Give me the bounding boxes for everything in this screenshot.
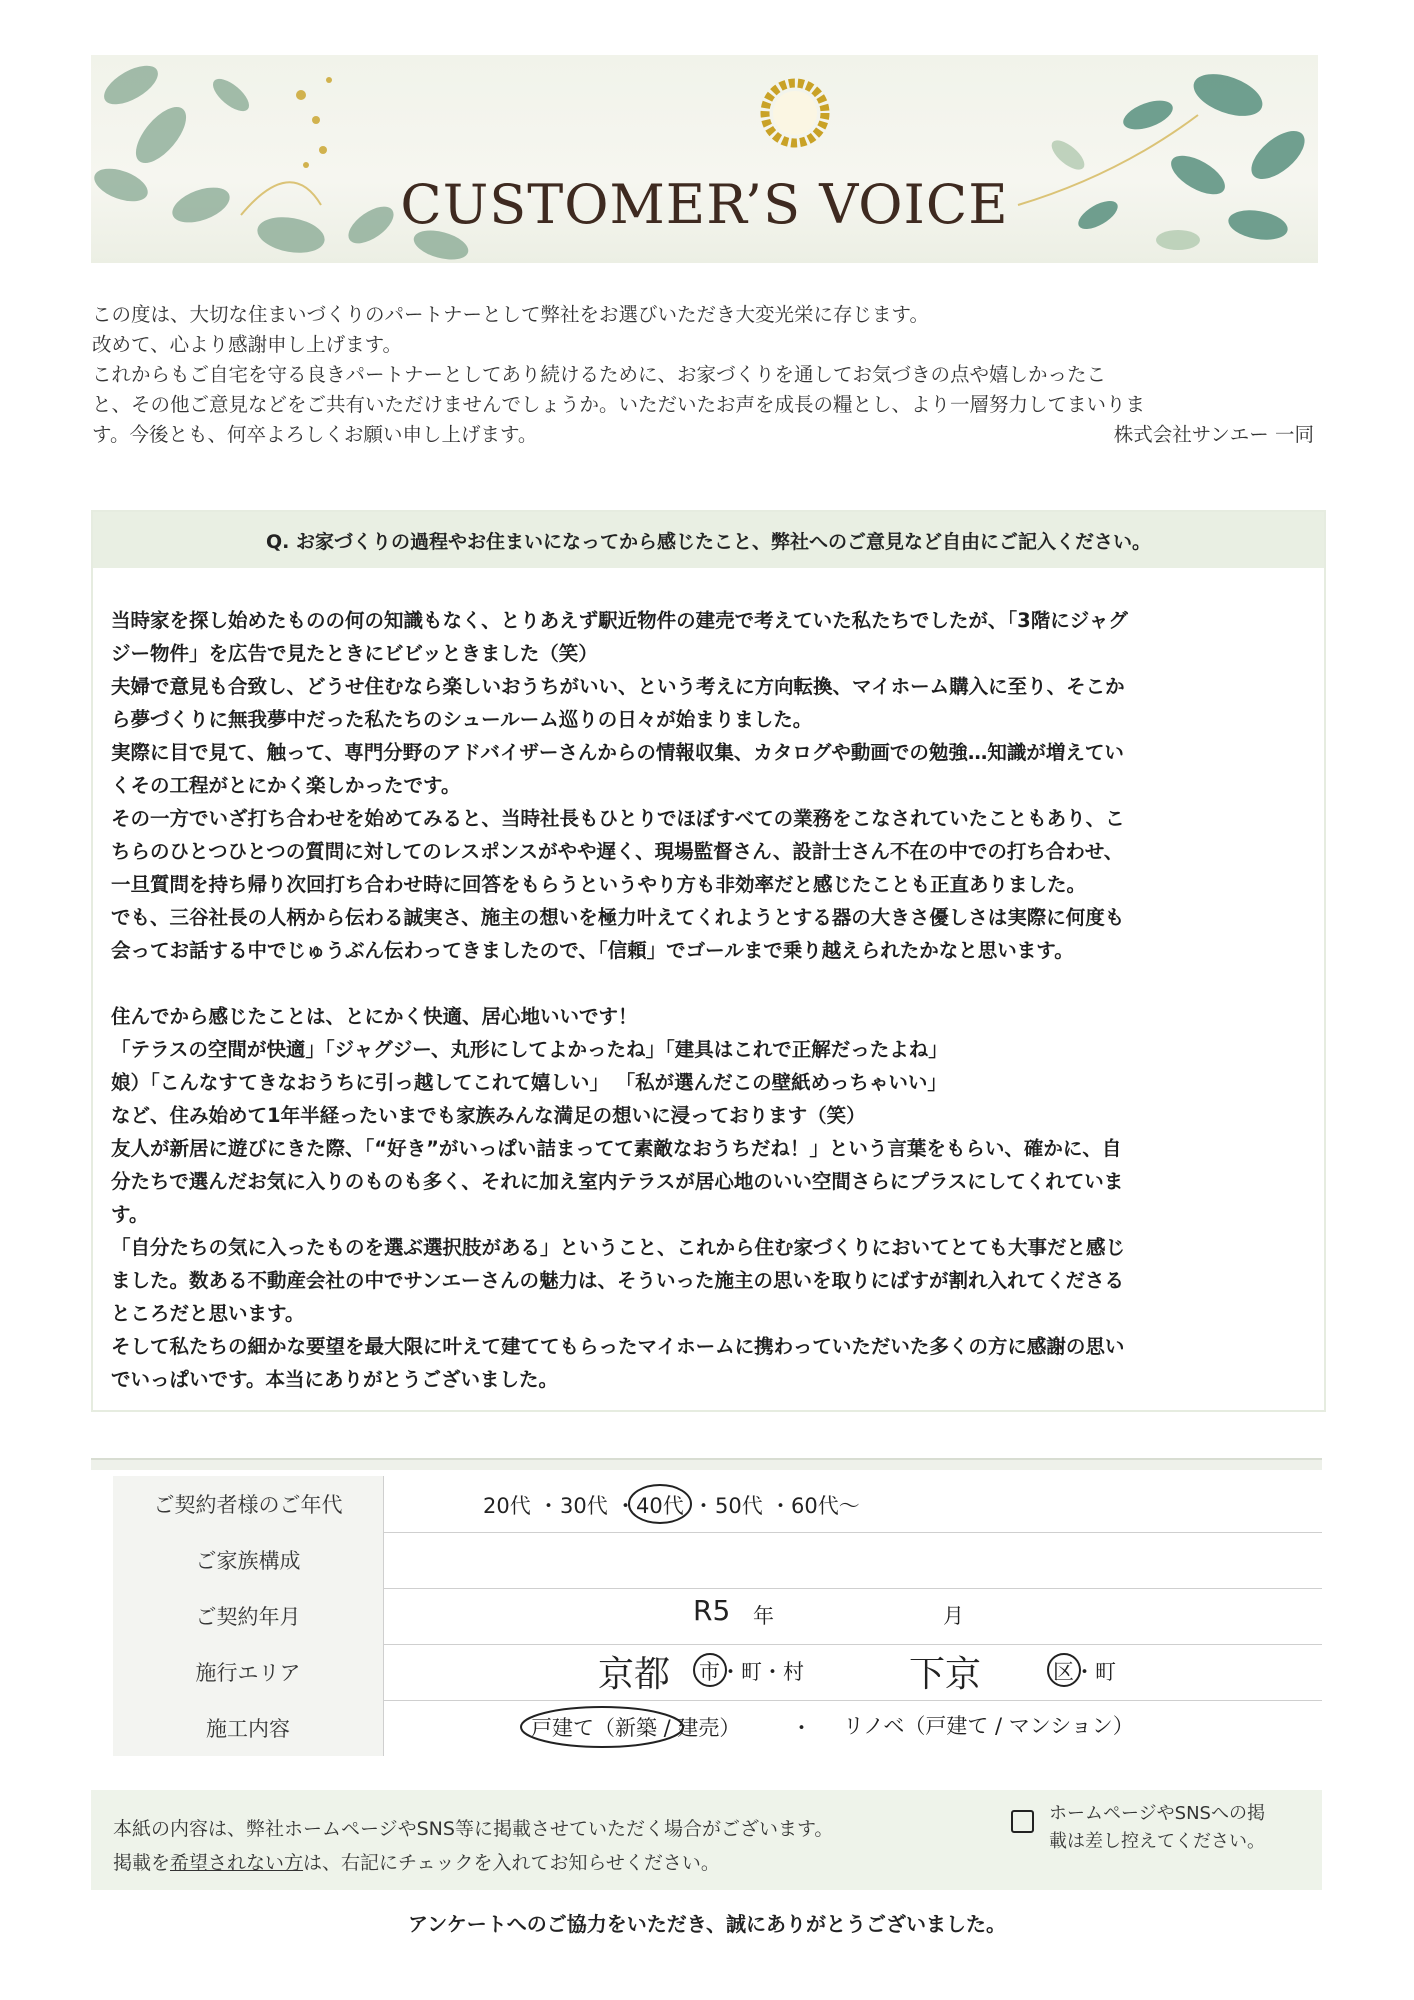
answer-line: その一方でいざ打ち合わせを始めてみると、当時社長もひとりでほぼすべての業務をこなされていたこともあり、こ [111, 807, 1125, 830]
separator-dot: ・ [538, 1494, 559, 1518]
answer-line: 住んでから感じたことは、とにかく快適、居心地いいです！ [111, 1005, 638, 1028]
answer-line: 会ってお話する中でじゅうぶん伝わってきましたので、「信頼」でゴールまで乗り越えられたかなと思います。 [111, 939, 1074, 962]
answer-line: 実際に目で見て、触って、専門分野のアドバイザーさんからの情報収集、カタログや動画での勉強…知識が増えてい [111, 741, 1124, 764]
gold-ring-logo [757, 75, 833, 151]
age-option: 60代～ [791, 1494, 860, 1518]
intro-line: 改めて、心より感謝申し上げます。 [92, 333, 403, 356]
work-label: 施工内容 [113, 1700, 384, 1756]
answer-line: 「自分たちの気に入ったものを選ぶ選択肢がある」ということ、これから住む家づくりにおいてとても大事だと感じ [111, 1236, 1126, 1259]
answer-line: でも、三谷社長の人柄から伝わる誠実さ、施主の想いを極力叶えてくれようとする器の大きさ優しさは実際に何度も [111, 906, 1125, 929]
work-option-renovation: リノベ（戸建て / マンション） [843, 1714, 1134, 1738]
ward-options: 区・町 [1053, 1660, 1116, 1684]
age-option-selected: 40代 [636, 1494, 684, 1518]
answer-line: 娘）「こんなすてきなおうちに引っ越してこれて嬉しい」 「私が選んだこの壁紙めっちゃいい」 [111, 1071, 947, 1094]
row-family [113, 1532, 1322, 1589]
intro-line: この度は、大切な住まいづくりのパートナーとして弊社をお選びいただき大変光栄に存じます。 [92, 303, 929, 326]
month-unit: 月 [943, 1604, 964, 1628]
opt-out-label: ホームページやSNSへの掲載は差し控えてください。 [1049, 1803, 1265, 1852]
city-handwritten: 京都 [598, 1654, 671, 1695]
contract-date-label: ご契約年月 [113, 1588, 384, 1644]
answer-line: す。 [111, 1203, 149, 1226]
selection-circle [625, 1481, 695, 1527]
row-work [113, 1700, 1322, 1756]
question-label: Q. お家づくりの過程やお住まいになってから感じたこと、弊社へのご意見など自由にご記入ください。 [93, 512, 1324, 568]
notice-text-part: 掲載を [113, 1852, 171, 1874]
age-option: 50代 [715, 1494, 763, 1518]
answer-line: そして私たちの細かな要望を最大限に叶えて建ててもらったマイホームに携わっていただいた多くの方に感謝の思い [111, 1335, 1125, 1358]
answer-line: ジー物件」を広告で見たときにビビッときました（笑） [111, 642, 598, 665]
year-handwritten: R5 [693, 1594, 731, 1627]
family-value [403, 1532, 1322, 1588]
answer-line: など、住み始めて1年半経ったいまでも家族みんな満足の想いに浸っております（笑） [111, 1104, 866, 1127]
contract-info-table [91, 1458, 1322, 1750]
work-option-new-build: 戸建て（新築 / 建売） [531, 1716, 741, 1740]
notice-line-1: 本紙の内容は、弊社ホームページやSNS等に掲載させていただく場合がございます。 [113, 1818, 834, 1840]
row-contract-date [113, 1588, 1322, 1645]
age-option: 30代 [560, 1494, 608, 1518]
footer-thanks: アンケートへのご協力をいただき、誠にありがとうございました。 [408, 1912, 1006, 1936]
answer-line: 「テラスの空間が快適」「ジャグジー、丸形にしてよかったね」「建具はこれで正解だったよね」 [111, 1038, 948, 1061]
selection-circle [1045, 1650, 1083, 1690]
separator-dot: ・ [770, 1494, 791, 1518]
work-value [403, 1700, 1322, 1756]
row-area [113, 1644, 1322, 1701]
answer-line: 夫婦で意見も合致し、どうせ住むなら楽しいおうちがいい、という考えに方向転換、マイホーム購入に至り、そこか [111, 675, 1125, 698]
answer-line: 分たちで選んだお気に入りのものも多く、それに加え室内テラスが居心地のいい空間さらにプラスにしてくれていま [111, 1170, 1124, 1193]
selection-circle [691, 1650, 729, 1690]
answer-line: ところだと思います。 [111, 1302, 305, 1325]
age-options [403, 1476, 1322, 1532]
year-unit: 年 [753, 1604, 774, 1628]
family-label: ご家族構成 [113, 1532, 384, 1588]
opt-out-checkbox[interactable] [1011, 1810, 1034, 1833]
answer-line: 友人が新居に遊びにきた際、「“好き”がいっぱい詰まってて素敵なおうちだね！」という言葉をもらい、確かに、自 [111, 1137, 1122, 1160]
publication-notice [91, 1790, 1322, 1890]
row-age [113, 1476, 1322, 1533]
question-box [91, 510, 1326, 1412]
area-label: 施行エリア [113, 1644, 384, 1700]
area-value [403, 1644, 1322, 1700]
selection-circle [517, 1703, 687, 1751]
header-banner [91, 55, 1318, 263]
answer-line: くその工程がとにかく楽しかったです。 [111, 774, 461, 797]
answer-line: ました。数ある不動産会社の中でサンエーさんの魅力は、そういった施主の思いを取りにばすが割れ入れてくださる [111, 1269, 1125, 1292]
intro-line: す。今後とも、何卒よろしくお願い申し上げます。 [92, 423, 538, 446]
answer-line: 一旦質問を持ち帰り次回打ち合わせ時に回答をもらうというやり方も非効率だと感じたことも正直ありました。 [111, 873, 1087, 896]
answer-line: 当時家を探し始めたものの何の知識もなく、とりあえず駅近物件の建売で考えていた私たちでしたが、「3階にジャグ [111, 609, 1128, 632]
paragraph-gap [111, 967, 1311, 1000]
age-option: 20代 [483, 1494, 531, 1518]
notice-text-part: は、右記にチェックを入れてお知らせください。 [303, 1852, 720, 1874]
separator-dot: ・ [615, 1494, 636, 1518]
notice-text [113, 1812, 833, 1880]
answer-line: ら夢づくりに無我夢中だった私たちのシュールーム巡りの日々が始まりました。 [111, 708, 813, 731]
separator-dot: ・ [693, 1494, 714, 1518]
notice-underlined-text: 希望されない方 [170, 1852, 304, 1874]
intro-line: これからもご自宅を守る良きパートナーとしてあり続けるために、お家づくりを通してお気づきの点や嬉しかったこ [92, 363, 1107, 386]
answer-line: ちらのひとつひとつの質問に対してのレスポンスがやや遅く、現場監督さん、設計士さん不在の中での打ち合わせ、 [111, 840, 1124, 863]
page-title: CUSTOMER’S VOICE [400, 173, 1009, 236]
answer-line: でいっぱいです。本当にありがとうございました。 [111, 1368, 558, 1391]
notice-line-2 [113, 1846, 833, 1880]
age-label: ご契約者様のご年代 [113, 1476, 384, 1532]
table-top-rule [91, 1458, 1322, 1470]
work-separator: ・ [791, 1716, 812, 1740]
company-signature: 株式会社サンエー 一同 [1113, 423, 1314, 446]
city-options: 市・町・村 [699, 1660, 804, 1684]
intro-line: と、その他ご意見などをご共有いただけませんでしょうか。いただいたお声を成長の糧とし、より一層努力してまいりま [92, 393, 1146, 416]
ward-handwritten: 下京 [909, 1654, 982, 1695]
intro-message [92, 300, 1332, 450]
contract-date-value [403, 1588, 1322, 1644]
customer-answer [111, 604, 1311, 1396]
